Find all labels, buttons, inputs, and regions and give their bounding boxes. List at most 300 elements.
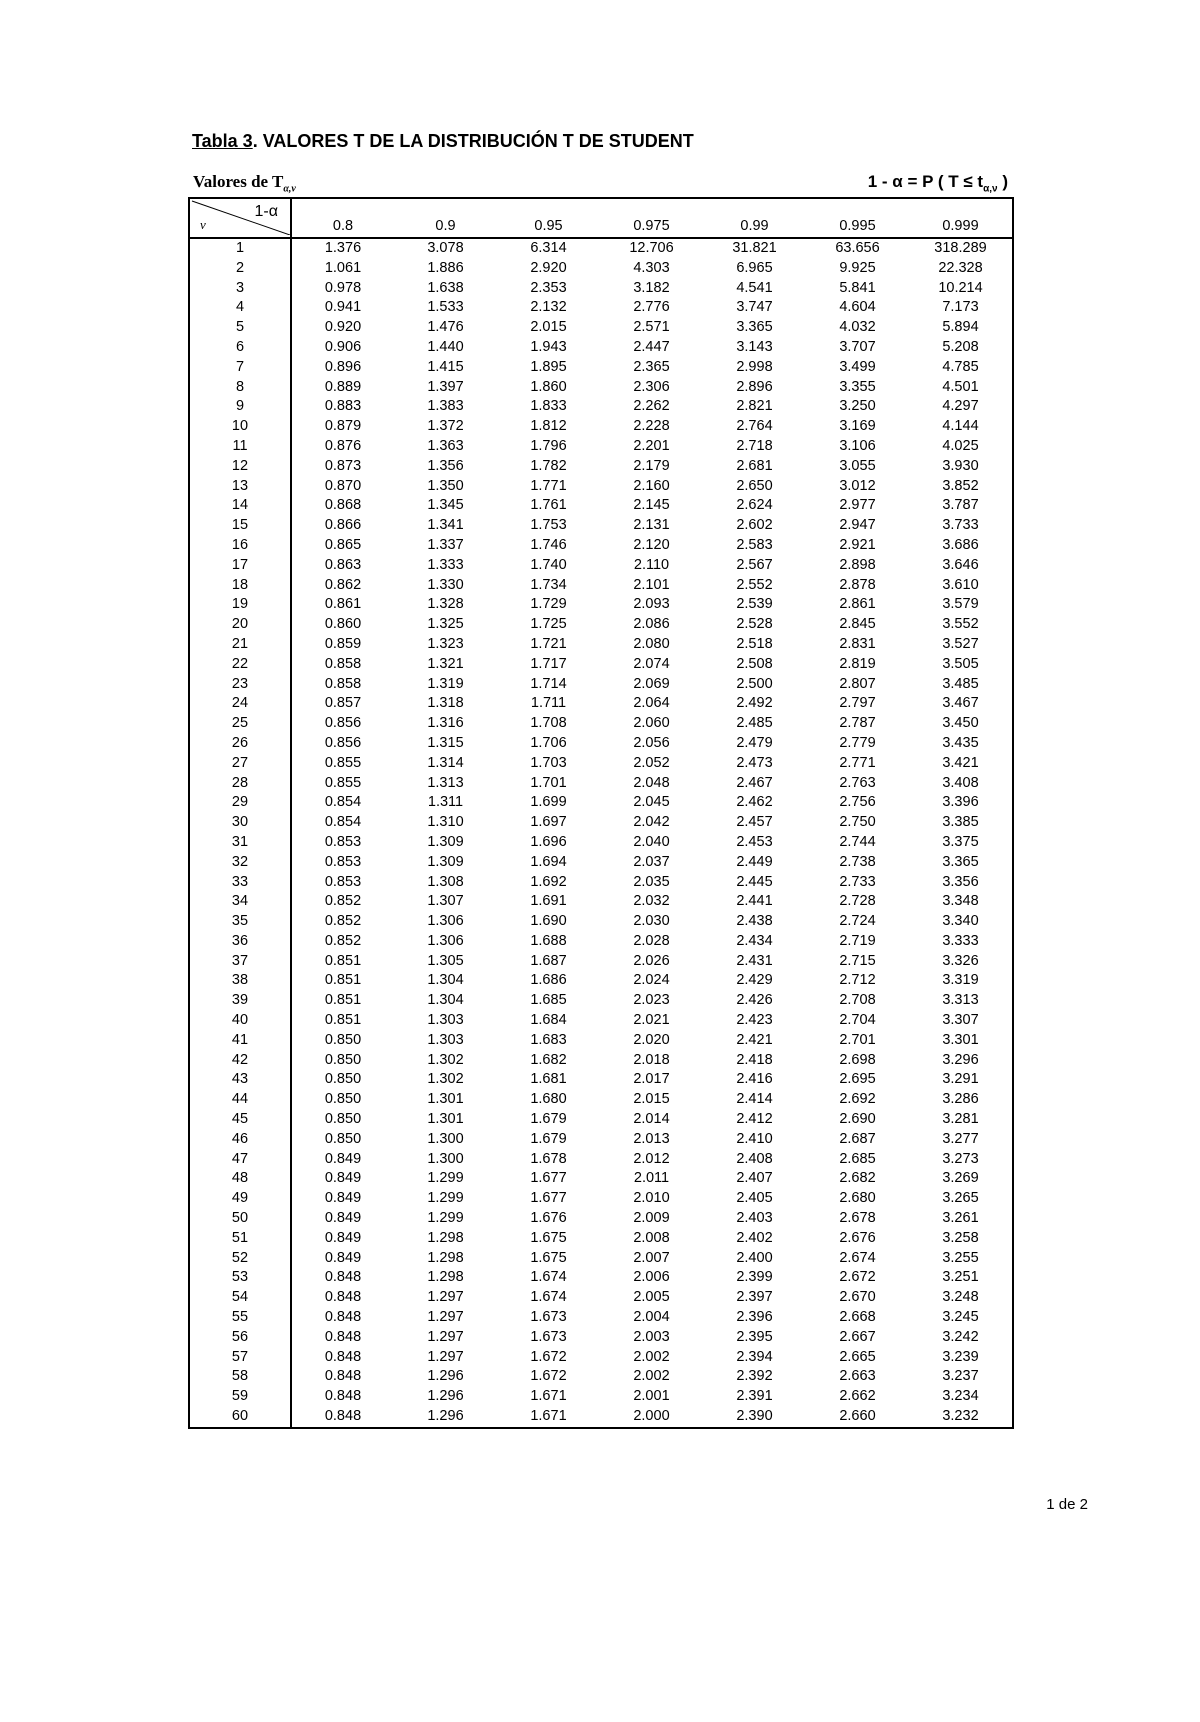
table-cell: 3.012: [839, 477, 876, 494]
degrees-of-freedom-cell: 46: [189, 1130, 291, 1150]
table-cell: 0.859: [324, 635, 362, 652]
degrees-of-freedom-cell: 31: [189, 833, 291, 853]
table-cell: 2.701: [839, 1031, 876, 1048]
table-cell: 3.326: [909, 952, 1013, 972]
degrees-of-freedom-cell: 23: [189, 675, 291, 695]
table-row: [189, 873, 1013, 893]
table-row: [189, 754, 1013, 774]
table-cell: 3.291: [909, 1070, 1013, 1090]
table-cell: 0.850: [324, 1071, 362, 1088]
table-cell: 2.001: [633, 1388, 670, 1405]
table-row: [189, 1367, 1013, 1387]
degrees-of-freedom-cell: 22: [189, 655, 291, 675]
table-cell: 1.691: [530, 893, 567, 910]
table-cell: 2.431: [736, 952, 773, 969]
table-cell: 1.296: [394, 1407, 497, 1428]
table-cell: 1.299: [427, 1190, 464, 1207]
probability-formula: [868, 172, 1008, 194]
table-cell: 2.414: [736, 1091, 773, 1108]
table-row: [189, 793, 1013, 813]
table-cell: 1.672: [530, 1368, 567, 1385]
table-cell: 0.852: [324, 932, 362, 949]
table-cell: 1.307: [427, 893, 464, 910]
table-row: [189, 1288, 1013, 1308]
degrees-of-freedom-cell: 56: [189, 1328, 291, 1348]
table-cell: 1.694: [530, 853, 567, 870]
table-cell: 2.012: [633, 1150, 670, 1167]
table-cell: 3.273: [909, 1150, 1013, 1170]
table-cell: 1.681: [530, 1071, 567, 1088]
table-cell: 3.579: [909, 595, 1013, 615]
table-cell: 0.850: [324, 1051, 362, 1068]
table-cell: 1.706: [530, 734, 567, 751]
table-row: [189, 1169, 1013, 1189]
table-cell: 2.807: [839, 675, 876, 692]
table-cell: 6.314: [530, 240, 567, 256]
table-cell: 2.552: [736, 576, 773, 593]
table-title: . VALORES T DE LA DISTRIBUCIÓN T DE STUDENT: [252, 131, 694, 151]
degrees-of-freedom-cell: 47: [189, 1150, 291, 1170]
table-cell: 2.005: [633, 1289, 670, 1306]
table-cell: 2.421: [736, 1031, 773, 1048]
table-cell: 2.672: [839, 1269, 876, 1286]
table-cell: 7.173: [909, 298, 1013, 318]
table-cell: 1.672: [530, 1348, 567, 1365]
table-cell: 3.248: [909, 1288, 1013, 1308]
table-cell: 1.771: [530, 477, 567, 494]
table-cell: 3.277: [909, 1130, 1013, 1150]
degrees-of-freedom-cell: 40: [189, 1011, 291, 1031]
table-cell: 2.410: [736, 1130, 773, 1147]
table-cell: 0.868: [324, 497, 362, 514]
table-cell: 1.308: [427, 873, 464, 890]
degrees-of-freedom-cell: 45: [189, 1110, 291, 1130]
degrees-of-freedom-cell: 26: [189, 734, 291, 754]
table-cell: 0.851: [324, 972, 362, 989]
table-cell: 1.679: [530, 1130, 567, 1147]
table-cell: 1.746: [530, 536, 567, 553]
degrees-of-freedom-cell: 36: [189, 932, 291, 952]
table-cell: 3.296: [909, 1051, 1013, 1071]
table-cell: 2.064: [633, 695, 670, 712]
table-cell: 3.265: [909, 1189, 1013, 1209]
table-cell: 3.286: [909, 1090, 1013, 1110]
table-cell: 3.237: [909, 1367, 1013, 1387]
values-label: [193, 172, 296, 194]
table-cell: 4.501: [909, 378, 1013, 398]
table-cell: 0.852: [324, 893, 362, 910]
table-cell: 2.201: [633, 437, 670, 454]
table-cell: 1.383: [427, 398, 464, 415]
table-cell: 2.763: [839, 774, 876, 791]
table-cell: 1.638: [427, 279, 464, 296]
table-row: [189, 1031, 1013, 1051]
table-row: [189, 952, 1013, 972]
table-cell: 2.662: [839, 1388, 876, 1405]
corner-cell: [189, 198, 291, 238]
table-cell: 2.831: [839, 635, 876, 652]
table-cell: 2.687: [839, 1130, 876, 1147]
degrees-of-freedom-cell: 57: [189, 1348, 291, 1368]
table-cell: 3.499: [839, 358, 876, 375]
table-cell: 1.356: [427, 457, 464, 474]
table-cell: 1.299: [427, 1170, 464, 1187]
table-cell: 1.300: [427, 1150, 464, 1167]
table-row: [189, 1328, 1013, 1348]
table-cell: 1.734: [530, 576, 567, 593]
table-cell: 2.101: [633, 576, 670, 593]
table-cell: 3.852: [909, 477, 1013, 497]
table-cell: 2.821: [736, 398, 773, 415]
table-cell: 1.782: [530, 457, 567, 474]
table-cell: 0.941: [324, 299, 362, 316]
one-minus-alpha-label: 1-α: [254, 203, 278, 220]
table-row: [189, 615, 1013, 635]
table-row: [189, 991, 1013, 1011]
table-cell: 3.385: [909, 813, 1013, 833]
table-cell: 2.819: [839, 655, 876, 672]
table-cell: 3.396: [909, 793, 1013, 813]
table-cell: 2.708: [839, 992, 876, 1009]
table-cell: 2.120: [633, 536, 670, 553]
table-cell: 2.539: [736, 596, 773, 613]
table-cell: 3.348: [909, 892, 1013, 912]
degrees-of-freedom-cell: 3: [189, 279, 291, 299]
table-cell: 1.297: [427, 1309, 464, 1326]
table-cell: 2.132: [530, 299, 567, 316]
table-cell: 1.812: [530, 418, 567, 435]
table-cell: 1.337: [427, 536, 464, 553]
table-cell: 2.405: [736, 1190, 773, 1207]
table-cell: 2.060: [633, 715, 670, 732]
column-header: 0.995: [806, 198, 909, 238]
table-cell: 3.143: [736, 338, 773, 355]
table-cell: 1.298: [427, 1229, 464, 1246]
table-cell: 2.719: [839, 932, 876, 949]
table-cell: 3.365: [736, 319, 773, 336]
table-cell: 1.350: [427, 477, 464, 494]
table-cell: 2.733: [839, 873, 876, 890]
page-title: [192, 131, 694, 152]
table-cell: 0.857: [324, 695, 362, 712]
table-cell: 2.030: [633, 913, 670, 930]
table-row: [189, 1070, 1013, 1090]
table-row: [189, 378, 1013, 398]
table-row: [189, 536, 1013, 556]
table-cell: 2.056: [633, 734, 670, 751]
table-cell: 1.675: [530, 1229, 567, 1246]
table-cell: 2.845: [839, 616, 876, 633]
table-cell: 1.306: [427, 913, 464, 930]
table-cell: 2.093: [633, 596, 670, 613]
table-cell: 2.602: [736, 517, 773, 534]
table-row: [189, 457, 1013, 477]
table-cell: 0.978: [324, 279, 362, 296]
table-cell: 1.302: [427, 1071, 464, 1088]
table-cell: 3.356: [909, 873, 1013, 893]
table-cell: 2.179: [633, 457, 670, 474]
table-cell: 1.533: [427, 299, 464, 316]
table-row: [189, 833, 1013, 853]
table-cell: 1.671: [497, 1407, 600, 1428]
degrees-of-freedom-cell: 2: [189, 259, 291, 279]
table-cell: 5.208: [909, 338, 1013, 358]
table-cell: 1.328: [427, 596, 464, 613]
table-cell: 2.508: [736, 655, 773, 672]
table-cell: 3.450: [909, 714, 1013, 734]
table-cell: 2.028: [633, 932, 670, 949]
table-cell: 2.407: [736, 1170, 773, 1187]
table-cell: 2.032: [633, 893, 670, 910]
table-row: [189, 358, 1013, 378]
table-cell: 1.300: [427, 1130, 464, 1147]
table-cell: 0.856: [324, 715, 362, 732]
table-cell: 1.671: [530, 1388, 567, 1405]
table-cell: 2.392: [736, 1368, 773, 1385]
table-cell: 2.650: [736, 477, 773, 494]
table-cell: 1.675: [530, 1249, 567, 1266]
table-row: [189, 1189, 1013, 1209]
table-cell: 1.679: [530, 1111, 567, 1128]
table-label: Tabla 3: [192, 131, 253, 151]
table-row: [189, 971, 1013, 991]
table-cell: 2.861: [839, 596, 876, 613]
table-cell: 1.677: [530, 1170, 567, 1187]
table-cell: 1.687: [530, 952, 567, 969]
degrees-of-freedom-cell: 52: [189, 1249, 291, 1269]
degrees-of-freedom-cell: 25: [189, 714, 291, 734]
table-cell: 1.673: [530, 1309, 567, 1326]
table-cell: 1.714: [530, 675, 567, 692]
table-cell: 2.438: [736, 913, 773, 930]
table-row: [189, 576, 1013, 596]
table-cell: 1.721: [530, 635, 567, 652]
table-cell: 2.445: [736, 873, 773, 890]
table-cell: 1.796: [530, 437, 567, 454]
table-cell: 3.245: [909, 1308, 1013, 1328]
table-cell: 2.020: [633, 1031, 670, 1048]
table-row: [189, 1249, 1013, 1269]
table-cell: 2.764: [736, 418, 773, 435]
table-cell: 0.851: [324, 952, 362, 969]
table-cell: 0.920: [324, 319, 362, 336]
table-cell: 1.697: [530, 814, 567, 831]
table-cell: 1.397: [427, 378, 464, 395]
table-row: [189, 238, 1013, 259]
table-cell: 2.676: [839, 1229, 876, 1246]
degrees-of-freedom-cell: 39: [189, 991, 291, 1011]
table-cell: 2.718: [736, 437, 773, 454]
degrees-of-freedom-cell: 13: [189, 477, 291, 497]
degrees-of-freedom-cell: 21: [189, 635, 291, 655]
table-cell: 0.855: [324, 774, 362, 791]
table-cell: 1.688: [530, 932, 567, 949]
degrees-of-freedom-cell: 19: [189, 595, 291, 615]
table-cell: 3.505: [909, 655, 1013, 675]
table-cell: 2.457: [736, 814, 773, 831]
page-number: 1 de 2: [1046, 1496, 1088, 1513]
table-row: [189, 892, 1013, 912]
table-row: [189, 595, 1013, 615]
table-cell: 1.680: [530, 1091, 567, 1108]
table-cell: 2.015: [530, 319, 567, 336]
table-cell: 0.862: [324, 576, 362, 593]
table-cell: 1.440: [427, 338, 464, 355]
table-cell: 1.304: [427, 972, 464, 989]
table-cell: 2.024: [633, 972, 670, 989]
table-cell: 1.711: [530, 695, 567, 712]
table-cell: 1.345: [427, 497, 464, 514]
table-cell: 5.894: [909, 318, 1013, 338]
table-cell: 1.886: [427, 259, 464, 276]
degrees-of-freedom-cell: 5: [189, 318, 291, 338]
degrees-of-freedom-cell: 54: [189, 1288, 291, 1308]
table-cell: 2.668: [839, 1309, 876, 1326]
degrees-of-freedom-cell: 15: [189, 516, 291, 536]
table-cell: 1.309: [427, 833, 464, 850]
table-cell: 2.528: [736, 616, 773, 633]
table-cell: 1.298: [427, 1269, 464, 1286]
table-cell: 0.879: [324, 418, 362, 435]
table-cell: 1.674: [530, 1269, 567, 1286]
table-cell: 2.400: [736, 1249, 773, 1266]
table-cell: 2.660: [806, 1407, 909, 1428]
table-cell: 0.849: [324, 1150, 362, 1167]
table-cell: 1.729: [530, 596, 567, 613]
table-cell: 2.583: [736, 536, 773, 553]
table-cell: 1.692: [530, 873, 567, 890]
table-row: [189, 298, 1013, 318]
table-cell: 3.106: [839, 437, 876, 454]
table-cell: 1.895: [530, 358, 567, 375]
table-cell: 2.074: [633, 655, 670, 672]
table-cell: 1.305: [427, 952, 464, 969]
table-cell: 1.677: [530, 1190, 567, 1207]
table-row: [189, 1130, 1013, 1150]
table-cell: 2.423: [736, 1012, 773, 1029]
table-cell: 2.977: [839, 497, 876, 514]
table-cell: 4.025: [909, 437, 1013, 457]
table-cell: 2.500: [736, 675, 773, 692]
table-cell: 2.776: [633, 299, 670, 316]
column-header: 0.99: [703, 198, 806, 238]
table-cell: 1.860: [530, 378, 567, 395]
table-cell: 4.144: [909, 417, 1013, 437]
table-cell: 3.251: [909, 1268, 1013, 1288]
table-cell: 3.552: [909, 615, 1013, 635]
table-cell: 2.462: [736, 794, 773, 811]
table-cell: 2.037: [633, 853, 670, 870]
table-cell: 3.375: [909, 833, 1013, 853]
table-cell: 2.449: [736, 853, 773, 870]
table-cell: 3.078: [427, 240, 464, 256]
table-cell: 3.340: [909, 912, 1013, 932]
table-row: [189, 932, 1013, 952]
table-row: [189, 912, 1013, 932]
table-cell: 1.330: [427, 576, 464, 593]
table-cell: 3.333: [909, 932, 1013, 952]
table-cell: 3.239: [909, 1348, 1013, 1368]
table-cell: 0.850: [324, 1091, 362, 1108]
table-cell: 3.467: [909, 694, 1013, 714]
table-cell: 0.860: [324, 616, 362, 633]
column-header: 0.999: [909, 198, 1013, 238]
table-cell: 0.853: [324, 873, 362, 890]
table-cell: 12.706: [629, 240, 674, 256]
table-cell: 4.297: [909, 397, 1013, 417]
table-cell: 2.416: [736, 1071, 773, 1088]
degrees-of-freedom-cell: 24: [189, 694, 291, 714]
table-cell: 1.313: [427, 774, 464, 791]
table-cell: 31.821: [732, 240, 777, 256]
table-cell: 1.061: [324, 259, 362, 276]
table-cell: 1.703: [530, 754, 567, 771]
table-row: [189, 1209, 1013, 1229]
table-cell: 0.876: [324, 437, 362, 454]
table-cell: 2.473: [736, 754, 773, 771]
table-row: [189, 437, 1013, 457]
table-cell: 3.261: [909, 1209, 1013, 1229]
table-cell: 1.708: [530, 715, 567, 732]
table-cell: 1.699: [530, 794, 567, 811]
table-cell: 1.674: [530, 1289, 567, 1306]
table-cell: 0.850: [324, 1130, 362, 1147]
degrees-of-freedom-cell: 43: [189, 1070, 291, 1090]
degrees-of-freedom-cell: 4: [189, 298, 291, 318]
degrees-of-freedom-cell: 44: [189, 1090, 291, 1110]
table-cell: 0.848: [324, 1289, 362, 1306]
table-cell: 0.851: [324, 1012, 362, 1029]
table-cell: 1.301: [427, 1091, 464, 1108]
table-row: [189, 635, 1013, 655]
degrees-of-freedom-cell: 1: [189, 238, 291, 259]
table-cell: 0.852: [324, 913, 362, 930]
table-cell: 2.006: [633, 1269, 670, 1286]
table-cell: 2.756: [839, 794, 876, 811]
table-cell: 1.298: [427, 1249, 464, 1266]
table-cell: 0.883: [324, 398, 362, 415]
table-cell: 2.724: [839, 913, 876, 930]
table-cell: 3.930: [909, 457, 1013, 477]
table-cell: 22.328: [909, 259, 1013, 279]
table-cell: 3.319: [909, 971, 1013, 991]
table-cell: 1.315: [427, 734, 464, 751]
table-cell: 2.670: [839, 1289, 876, 1306]
header-row: [189, 198, 1013, 238]
table-cell: 2.467: [736, 774, 773, 791]
degrees-of-freedom-cell: 32: [189, 853, 291, 873]
table-cell: 2.492: [736, 695, 773, 712]
table-cell: 2.086: [633, 616, 670, 633]
table-cell: 2.771: [839, 754, 876, 771]
table-cell: 1.676: [530, 1210, 567, 1227]
table-cell: 2.665: [839, 1348, 876, 1365]
degrees-of-freedom-cell: 7: [189, 358, 291, 378]
table-cell: 1.696: [530, 833, 567, 850]
t-distribution-table: [188, 197, 1014, 1429]
table-cell: 2.779: [839, 734, 876, 751]
table-cell: 2.394: [736, 1348, 773, 1365]
formula-text: 1 - α = P ( T ≤ t: [867, 172, 984, 191]
table-row: [189, 318, 1013, 338]
table-cell: 2.145: [633, 497, 670, 514]
table-cell: 1.833: [530, 398, 567, 415]
table-cell: 0.849: [324, 1229, 362, 1246]
table-row: [189, 1051, 1013, 1071]
table-cell: 3.255: [909, 1249, 1013, 1269]
table-cell: 0.870: [324, 477, 362, 494]
degrees-of-freedom-cell: 50: [189, 1209, 291, 1229]
